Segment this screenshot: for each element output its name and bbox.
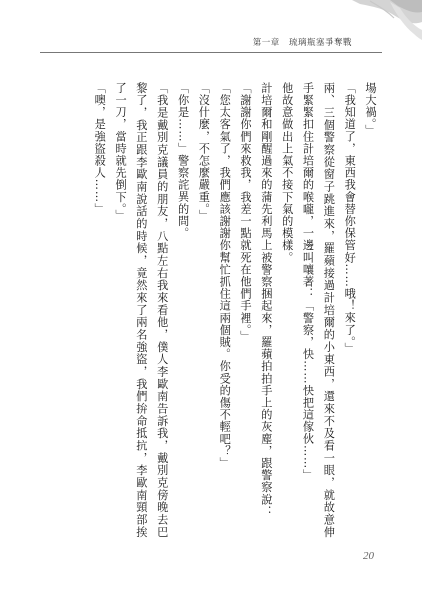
paragraph: 「噢，是強盜殺人……」	[93, 82, 107, 216]
header-rule	[40, 52, 382, 53]
chapter-label: 第一章	[252, 38, 280, 48]
running-header	[247, 36, 352, 48]
paragraph: 「我是戴別克議員的朋友，八點左右我來看他，僕人李歐南告訴我，戴別克傍晚去巴黎了，我正跟李歐南說話的時候，竟然來了兩名強盜，我們拚命抵抗，李歐南頸部挨了一刀，當時就先倒下。」	[114, 82, 169, 538]
paragraph: 「沒什麼，不怎麼嚴重。」	[197, 82, 211, 222]
chapter-title: 琉璃瓶塞爭奪戰	[288, 38, 352, 48]
paragraph: 「您太客氣了，我們應該謝謝你幫忙抓住這兩個賊。你受的傷不輕吧？」	[218, 82, 232, 470]
paragraph: 他故意做出上氣不接下氣的模樣。	[280, 82, 294, 264]
vertical-text-body	[40, 82, 380, 538]
page-number: 20	[363, 550, 374, 562]
paragraph: 兩、三個警察從窗子跳進來，羅蘋接過計培爾的小東西，還來不及看一眼，就故意伸手緊緊扣住計培爾的喉嚨，一邊叫嚷著：「警察，快……快把這傢伙……」	[301, 82, 336, 538]
paragraph: 場大禍。」	[364, 82, 377, 137]
paragraph: 「你是……」警察詫異的問。	[176, 82, 190, 240]
paragraph: 「謝謝你們來救我，我差一點就死在他們手裡。」	[239, 82, 253, 343]
paragraph: 計培爾和剛醒過來的蒲先利馬上被警察捆起來，羅蘋拍拍手上的灰塵，跟警察說：	[259, 82, 273, 518]
paragraph: 「我知道了，東西我會替你保管好……哦！來了。」	[343, 82, 357, 355]
